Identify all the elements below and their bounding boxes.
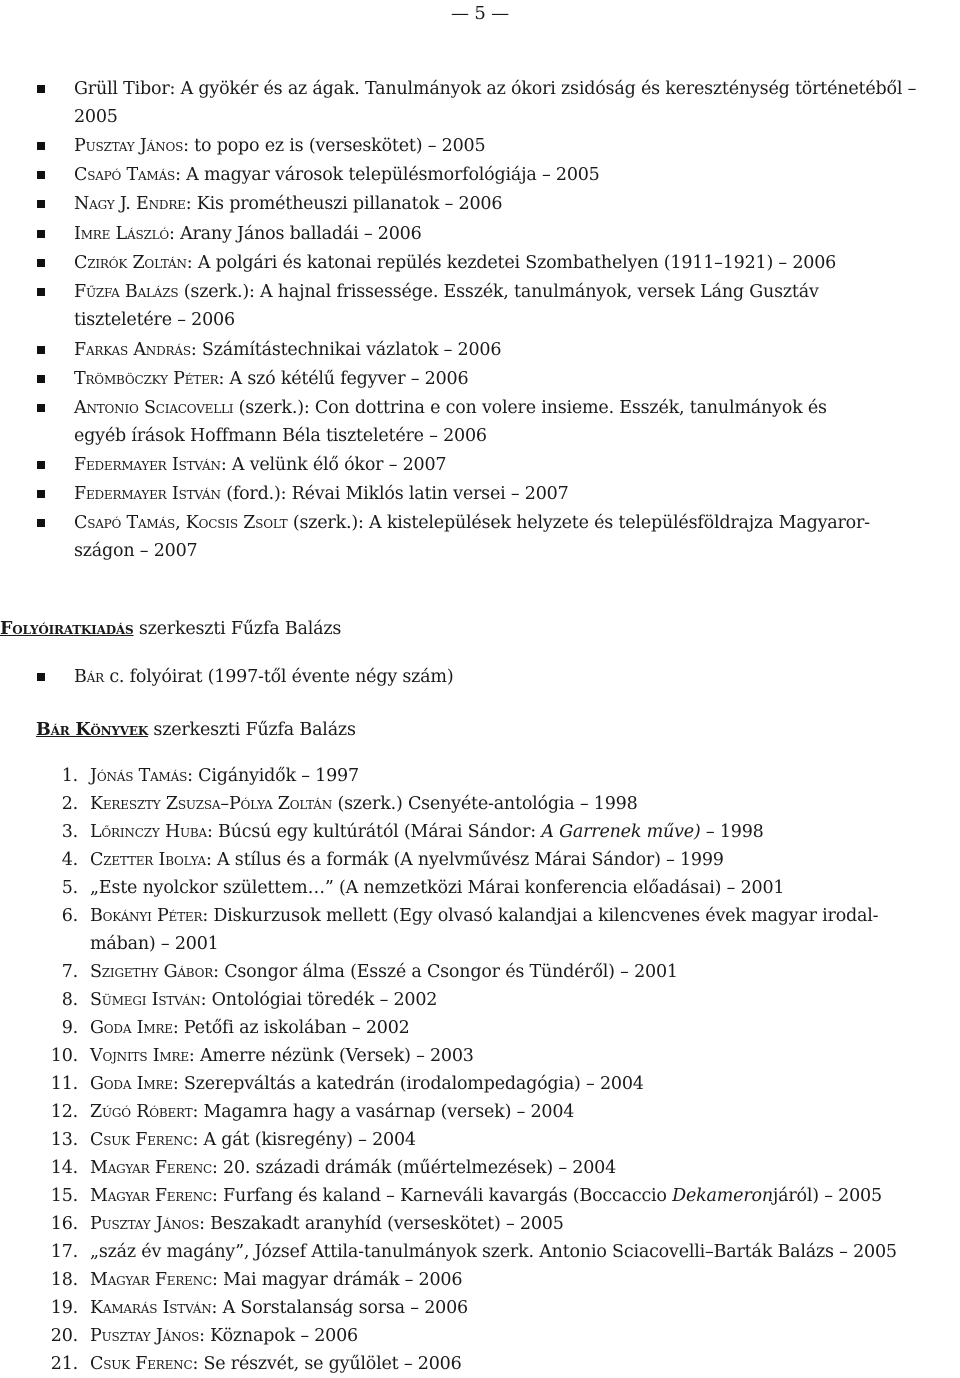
book-number: 21.	[50, 1354, 78, 1374]
book-text	[90, 902, 954, 930]
bullet-icon	[37, 200, 45, 208]
book-text	[90, 1070, 954, 1098]
publication-text	[74, 249, 950, 277]
publication-author: Farkas András	[74, 340, 191, 360]
bullet-icon	[37, 519, 45, 527]
publication-text	[74, 278, 950, 306]
book-text	[90, 790, 954, 818]
books-heading	[36, 716, 356, 744]
book-year: járól) – 2005	[772, 1186, 882, 1206]
book-text	[90, 762, 954, 790]
book-number: 19.	[50, 1298, 78, 1318]
publication-text	[74, 336, 950, 364]
book-title: : Köznapok – 2006	[199, 1326, 358, 1346]
book-title: : Diskurzusok mellett (Egy olvasó kalandjai a kilencvenes évek magyar irodal-	[202, 906, 879, 926]
book-title: : Cigányidők – 1997	[187, 766, 359, 786]
publication-author: Csapó Tamás	[74, 165, 176, 185]
journal-heading-title: Folyóiratkiadás	[0, 619, 134, 639]
book-author: Magyar Ferenc	[90, 1186, 212, 1206]
publication-text	[74, 480, 950, 508]
book-author: Kereszty Zsuzsa–Pólya Zoltán	[90, 794, 333, 814]
book-text	[90, 1126, 954, 1154]
book-text	[90, 1182, 954, 1210]
book-author: Vojnits Imre	[90, 1046, 189, 1066]
book-number: 13.	[50, 1130, 78, 1150]
book-title: : Ontológiai töredék – 2002	[200, 990, 438, 1010]
bullet-icon	[37, 490, 45, 498]
bullet-icon	[37, 142, 45, 150]
book-number: 9.	[61, 1018, 78, 1038]
publication-author: Czirók Zoltán	[74, 253, 187, 273]
books-heading-rest: szerkeszti Fűzfa Balázs	[148, 720, 356, 740]
publication-title: : Számítástechnikai vázlatok – 2006	[190, 340, 502, 360]
bullet-icon	[37, 259, 45, 267]
book-title: : 20. századi drámák (műértelmezések) – 2004	[212, 1158, 617, 1178]
book-author: Csuk Ferenc	[90, 1354, 193, 1374]
book-author: Sümegi István	[90, 990, 201, 1010]
book-title: : Búcsú egy kultúrától (Márai Sándor:	[207, 822, 542, 842]
publication-title: : to popo ez is (verseskötet) – 2005	[183, 136, 486, 156]
publication-continuation: 2005	[74, 107, 118, 127]
bullet-icon	[37, 375, 45, 383]
book-author: Goda Imre	[90, 1018, 173, 1038]
book-text	[90, 986, 954, 1014]
book-author: Magyar Ferenc	[90, 1270, 212, 1290]
book-author: Goda Imre	[90, 1074, 173, 1094]
bullet-icon	[37, 171, 45, 179]
book-number: 6.	[61, 906, 78, 926]
book-number: 18.	[50, 1270, 78, 1290]
book-author: Zúgó Róbert	[90, 1102, 193, 1122]
publication-title: : A szó kétélű fegyver – 2006	[218, 369, 469, 389]
journal-heading	[0, 615, 341, 643]
publication-title: Grüll Tibor: A gyökér és az ágak. Tanulmányok az ókori zsidóság és kereszténység történetéből –	[74, 79, 917, 99]
publication-text	[74, 190, 950, 218]
page-number: — 5 —	[451, 3, 509, 24]
book-title: (szerk.) Csenyéte-antológia – 1998	[332, 794, 638, 814]
book-number: 7.	[61, 962, 78, 982]
book-text	[90, 1014, 954, 1042]
book-number: 2.	[61, 794, 78, 814]
publication-continuation: egyéb írások Hoffmann Béla tiszteletére – 2006	[74, 426, 487, 446]
book-title: : A gát (kisregény) – 2004	[192, 1130, 416, 1150]
book-author: Szigethy Gábor	[90, 962, 214, 982]
book-text	[90, 1154, 954, 1182]
book-number: 10.	[50, 1046, 78, 1066]
publication-title: (ford.): Révai Miklós latin versei – 2007	[220, 484, 569, 504]
publication-text	[74, 509, 950, 537]
publication-continuation: tiszteletére – 2006	[74, 310, 235, 330]
book-text	[90, 1042, 954, 1070]
book-author: Jónás Tamás	[90, 766, 188, 786]
publication-title: : Kis prométheuszi pillanatok – 2006	[185, 194, 503, 214]
book-text	[90, 1322, 954, 1350]
publication-author: Imre László	[74, 224, 170, 244]
book-text	[90, 1238, 954, 1266]
publication-text	[74, 132, 950, 160]
book-title: : Magamra hagy a vasárnap (versek) – 2004	[192, 1102, 575, 1122]
book-title: „Este nyolckor születtem…” (A nemzetközi Márai konferencia előadásai) – 2001	[90, 878, 785, 898]
publication-title: : Arany János balladái – 2006	[169, 224, 422, 244]
book-title: : Se részvét, se gyűlölet – 2006	[192, 1354, 462, 1374]
book-text	[90, 818, 954, 846]
bullet-icon	[37, 230, 45, 238]
publication-title: : A magyar városok településmorfológiája – 2005	[175, 165, 600, 185]
book-author: Pusztay János	[90, 1214, 200, 1234]
book-number: 4.	[61, 850, 78, 870]
book-number: 1.	[61, 766, 78, 786]
bullet-icon	[37, 288, 45, 296]
book-title: : Petőfi az iskolában – 2002	[172, 1018, 410, 1038]
book-author: Bokányi Péter	[90, 906, 203, 926]
book-text	[90, 1294, 954, 1322]
book-author: Magyar Ferenc	[90, 1158, 212, 1178]
publication-text	[74, 161, 950, 189]
bullet-icon	[37, 346, 45, 354]
publication-text	[74, 365, 950, 393]
book-text	[90, 1210, 954, 1238]
book-number: 8.	[61, 990, 78, 1010]
book-italic-title: A Garrenek műve)	[541, 822, 701, 842]
bullet-icon	[37, 461, 45, 469]
publication-text	[74, 394, 950, 422]
book-author: Pusztay János	[90, 1326, 200, 1346]
publication-author: Nagy J. Endre	[74, 194, 186, 214]
publication-title: : A polgári és katonai repülés kezdetei Szombathelyen (1911–1921) – 2006	[186, 253, 837, 273]
publication-title: : A velünk élő ókor – 2007	[220, 455, 447, 475]
book-number: 14.	[50, 1158, 78, 1178]
publication-continuation: szágon – 2007	[74, 541, 198, 561]
bullet-icon	[37, 85, 45, 93]
book-number: 20.	[50, 1326, 78, 1346]
book-continuation: mában) – 2001	[90, 934, 219, 954]
book-title: : Mai magyar drámák – 2006	[212, 1270, 463, 1290]
publication-author: Pusztay János	[74, 136, 184, 156]
book-title: : A Sorstalanság sorsa – 2006	[211, 1298, 468, 1318]
book-number: 16.	[50, 1214, 78, 1234]
book-number: 11.	[50, 1074, 78, 1094]
book-text	[90, 874, 954, 902]
book-title: : Csongor álma (Esszé a Csongor és Tündéről) – 2001	[213, 962, 678, 982]
book-year: – 1998	[700, 822, 764, 842]
journal-name: Bár	[74, 667, 104, 687]
book-title: : Szerepváltás a katedrán (irodalompedagógia) – 2004	[172, 1074, 644, 1094]
book-title: : Beszakadt aranyhíd (verseskötet) – 2005	[199, 1214, 564, 1234]
book-author: Czetter Ibolya	[90, 850, 206, 870]
book-title: : A stílus és a formák (A nyelvművész Márai Sándor) – 1999	[205, 850, 724, 870]
book-number: 15.	[50, 1186, 78, 1206]
journal-description: c. folyóirat (1997-től évente négy szám)	[103, 667, 454, 687]
book-text	[90, 1266, 954, 1294]
journal-text	[74, 663, 950, 691]
book-title: : Amerre nézünk (Versek) – 2003	[188, 1046, 474, 1066]
book-author: Csuk Ferenc	[90, 1130, 193, 1150]
book-number: 5.	[61, 878, 78, 898]
publication-text	[74, 451, 950, 479]
publication-author: Trömböczky Péter	[74, 369, 219, 389]
bullet-icon	[37, 673, 45, 681]
book-author: Lőrinczy Huba	[90, 822, 207, 842]
book-title: „száz év magány”, József Attila-tanulmányok szerk. Antonio Sciacovelli–Barták Balázs – 2005	[90, 1242, 897, 1262]
publication-title: (szerk.): Con dottrina e con volere insieme. Esszék, tanulmányok és	[233, 398, 827, 418]
publication-author: Federmayer István	[74, 484, 221, 504]
books-heading-title: Bár Könyvek	[36, 720, 149, 740]
publication-title: (szerk.): A hajnal frissessége. Esszék, tanulmányok, versek Láng Gusztáv	[178, 282, 819, 302]
book-title: : Furfang és kaland – Karneváli kavargás (Boccaccio	[212, 1186, 673, 1206]
publication-author: Fűzfa Balázs	[74, 282, 179, 302]
book-italic-title: Dekameron	[672, 1186, 773, 1206]
journal-heading-rest: szerkeszti Fűzfa Balázs	[133, 619, 342, 639]
publication-title: (szerk.): A kistelepülések helyzete és településföldrajza Magyaror-	[287, 513, 870, 533]
publication-author: Csapó Tamás, Kocsis Zsolt	[74, 513, 288, 533]
publication-author: Federmayer István	[74, 455, 221, 475]
book-text	[90, 1350, 954, 1378]
book-author: Kamarás István	[90, 1298, 212, 1318]
publication-author: Antonio Sciacovelli	[74, 398, 234, 418]
bullet-icon	[37, 404, 45, 412]
publication-text	[74, 75, 950, 103]
book-text	[90, 846, 954, 874]
book-text	[90, 958, 954, 986]
book-number: 3.	[61, 822, 78, 842]
book-number: 17.	[50, 1242, 78, 1262]
book-number: 12.	[50, 1102, 78, 1122]
publication-text	[74, 220, 950, 248]
book-text	[90, 1098, 954, 1126]
